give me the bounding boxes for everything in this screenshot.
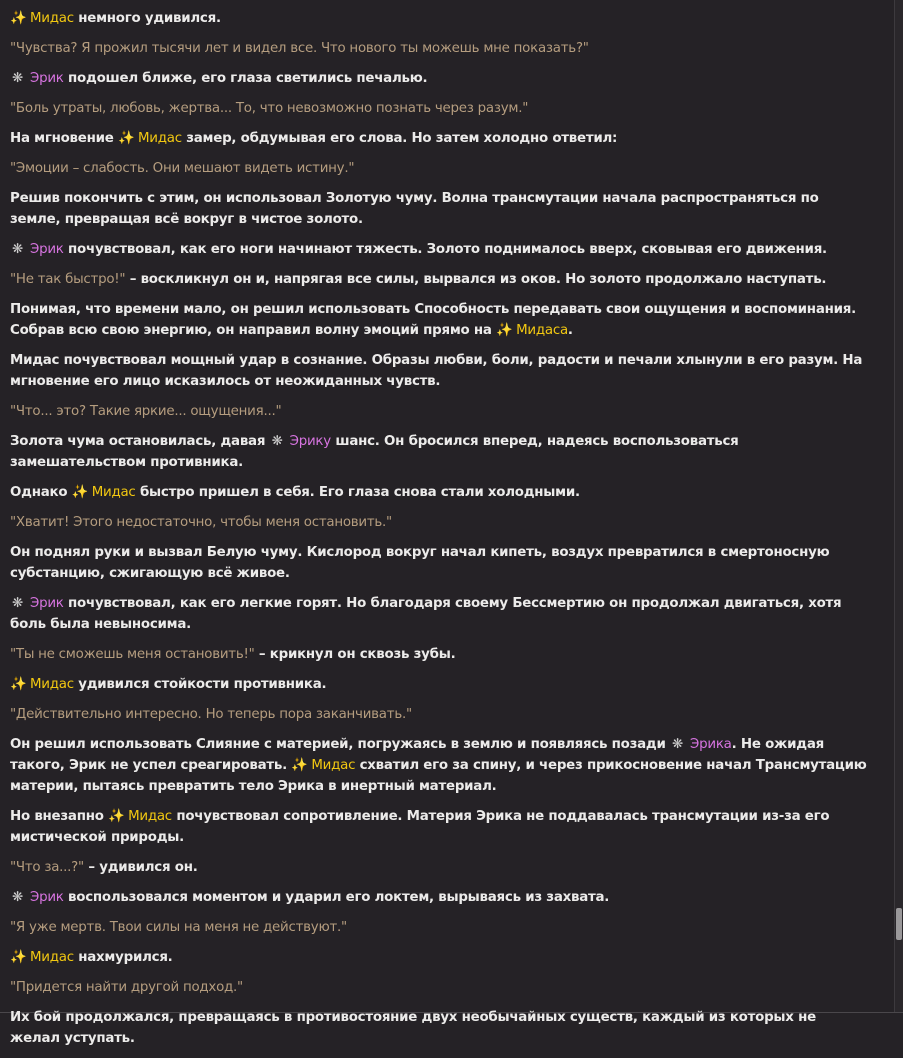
web-icon: ❋ — [672, 737, 684, 752]
story-paragraph — [10, 128, 870, 149]
narration-text: воспользовался моментом и ударил его локтем, вырываясь из захвата. — [63, 890, 610, 905]
narration-text: . Не ожидая такого, Эрик не успел среагировать. — [10, 737, 824, 773]
web-icon: ❋ — [271, 434, 283, 449]
story-paragraph — [10, 887, 870, 908]
narration-text: Однако — [10, 485, 72, 500]
web-icon: ❋ — [12, 596, 23, 611]
character-name-midas: Мидас — [30, 677, 74, 692]
narration-text: На мгновение — [10, 131, 118, 146]
story-paragraph — [10, 188, 870, 230]
narration-text: – воскликнул он и, напрягая все силы, вырвался из оков. Но золото продолжало наступать. — [125, 272, 827, 287]
scrollbar[interactable] — [894, 0, 903, 1012]
dialogue-quote: "Чувства? Я прожил тысячи лет и видел все. Что нового ты можешь мне показать?" — [10, 41, 589, 56]
story-paragraph — [10, 401, 870, 422]
story-paragraph — [10, 68, 870, 89]
story-paragraph — [10, 482, 870, 503]
story-paragraph — [10, 806, 870, 848]
narration-text: удивился стойкости противника. — [73, 677, 327, 692]
story-paragraph — [10, 644, 870, 665]
story-paragraph — [10, 350, 870, 392]
story-paragraph — [10, 977, 870, 998]
narration-text: – удивился он. — [83, 860, 198, 875]
story-paragraph — [10, 299, 870, 341]
character-name-erik: Эрик — [30, 242, 64, 257]
narration-text: почувствовал сопротивление. Материя Эрика не поддавалась трансмутации из-за его мистической природы. — [10, 809, 830, 845]
sparkles-icon: ✨ — [496, 323, 513, 338]
narration-text: нахмурился. — [73, 950, 173, 965]
web-icon: ❋ — [12, 242, 23, 257]
dialogue-quote: "Действительно интересно. Но теперь пора заканчивать." — [10, 707, 412, 722]
dialogue-quote: "Что... это? Такие яркие... ощущения..." — [10, 404, 282, 419]
narration-text: Решив покончить с этим, он использовал Золотую чуму. Волна трансмутации начала распространяться по земле, превращая всё вокруг в чистое золото. — [10, 191, 819, 227]
web-icon: ❋ — [12, 890, 23, 905]
story-paragraph — [10, 269, 870, 290]
story-paragraph — [10, 704, 870, 725]
story-paragraph — [10, 98, 870, 119]
story-paragraph — [10, 38, 870, 59]
story-paragraph — [10, 512, 870, 533]
story-text — [10, 8, 870, 1058]
narration-text: – крикнул он сквозь зубы. — [254, 647, 456, 662]
story-paragraph — [10, 1007, 870, 1049]
sparkles-icon: ✨ — [10, 950, 27, 965]
story-paragraph — [10, 857, 870, 878]
narration-text: замер, обдумывая его слова. Но затем холодно ответил: — [181, 131, 618, 146]
dialogue-quote: "Что за...?" — [10, 860, 84, 875]
narration-text: Он решил использовать Слияние с материей, погружаясь в землю и появляясь позади — [10, 737, 671, 752]
narration-text: Но внезапно — [10, 809, 109, 824]
story-paragraph — [10, 674, 870, 695]
narration-text: немного удивился. — [73, 11, 221, 26]
character-name-erik: Эрик — [30, 596, 64, 611]
character-name-midas: Мидас — [128, 809, 172, 824]
story-paragraph — [10, 239, 870, 260]
story-paragraph — [10, 593, 870, 635]
narration-text: Понимая, что времени мало, он решил использовать Способность передавать свои ощущения и воспоминания. Собрав всю свою энергию, он направил волну эмоций прямо на — [10, 302, 856, 338]
dialogue-quote: "Я уже мертв. Твои силы на меня не действуют." — [10, 920, 347, 935]
narration-text: Он поднял руки и вызвал Белую чуму. Кислород вокруг начал кипеть, воздух превратился в смертоносную субстанцию, сжигающую всё живое. — [10, 545, 830, 581]
story-paragraph — [10, 734, 870, 797]
dialogue-quote: "Эмоции – слабость. Они мешают видеть истину." — [10, 161, 355, 176]
dialogue-quote: "Придется найти другой подход." — [10, 980, 243, 995]
character-name-erik: Эрика — [690, 737, 732, 752]
narration-text: почувствовал, как его ноги начинают тяжесть. Золото поднималось вверх, сковывая его движения. — [63, 242, 827, 257]
sparkles-icon: ✨ — [291, 758, 308, 773]
character-name-midas: Мидас — [30, 950, 74, 965]
character-name-midas: Мидас — [91, 485, 136, 500]
dialogue-quote: "Ты не сможешь меня остановить!" — [10, 647, 255, 662]
dialogue-quote: "Не так быстро!" — [10, 272, 126, 287]
narration-text: схватил его за спину, и через прикосновение начал Трансмутацию материи, пытаясь превратить тело Эрика в инертный материал. — [10, 758, 867, 794]
scrollbar-thumb[interactable] — [896, 908, 902, 940]
narration-text: почувствовал, как его легкие горят. Но благодаря своему Бессмертию он продолжал двигаться, хотя боль была невыносима. — [10, 596, 842, 632]
story-paragraph — [10, 542, 870, 584]
character-name-erik: Эрику — [289, 434, 331, 449]
story-paragraph — [10, 947, 870, 968]
sparkles-icon: ✨ — [10, 11, 27, 26]
story-paragraph — [10, 431, 870, 473]
character-name-midas: Мидаса — [516, 323, 568, 338]
character-name-midas: Мидас — [137, 131, 182, 146]
character-name-erik: Эрик — [30, 71, 64, 86]
story-paragraph — [10, 158, 870, 179]
web-icon: ❋ — [12, 71, 23, 86]
sparkles-icon: ✨ — [117, 131, 135, 146]
story-paragraph — [10, 917, 870, 938]
story-paragraph — [10, 8, 870, 29]
narration-text: быстро пришел в себя. Его глаза снова стали холодными. — [135, 485, 580, 500]
narration-text: . — [567, 323, 573, 338]
narration-text: Их бой продолжался, превращаясь в противостояние двух необычайных существ, каждый из которых не желал уступать. — [10, 1010, 816, 1046]
dialogue-quote: "Боль утраты, любовь, жертва... То, что невозможно познать через разум." — [10, 101, 529, 116]
dialogue-quote: "Хватит! Этого недостаточно, чтобы меня остановить." — [10, 515, 392, 530]
character-name-midas: Мидас — [30, 11, 74, 26]
sparkles-icon: ✨ — [108, 809, 125, 824]
narration-text: шанс. Он бросился вперед, надеясь воспользоваться замешательством противника. — [10, 434, 739, 470]
sparkles-icon: ✨ — [71, 485, 89, 500]
narration-text: подошел ближе, его глаза светились печалью. — [63, 71, 428, 86]
narration-text: Золота чума остановилась, давая — [10, 434, 270, 449]
narration-text: Мидас почувствовал мощный удар в сознание. Образы любви, боли, радости и печали хлынули в его разум. На мгновение его лицо исказилось от неожиданных чувств. — [10, 353, 863, 389]
sparkles-icon: ✨ — [10, 677, 27, 692]
character-name-erik: Эрик — [30, 890, 64, 905]
character-name-midas: Мидас — [311, 758, 356, 773]
